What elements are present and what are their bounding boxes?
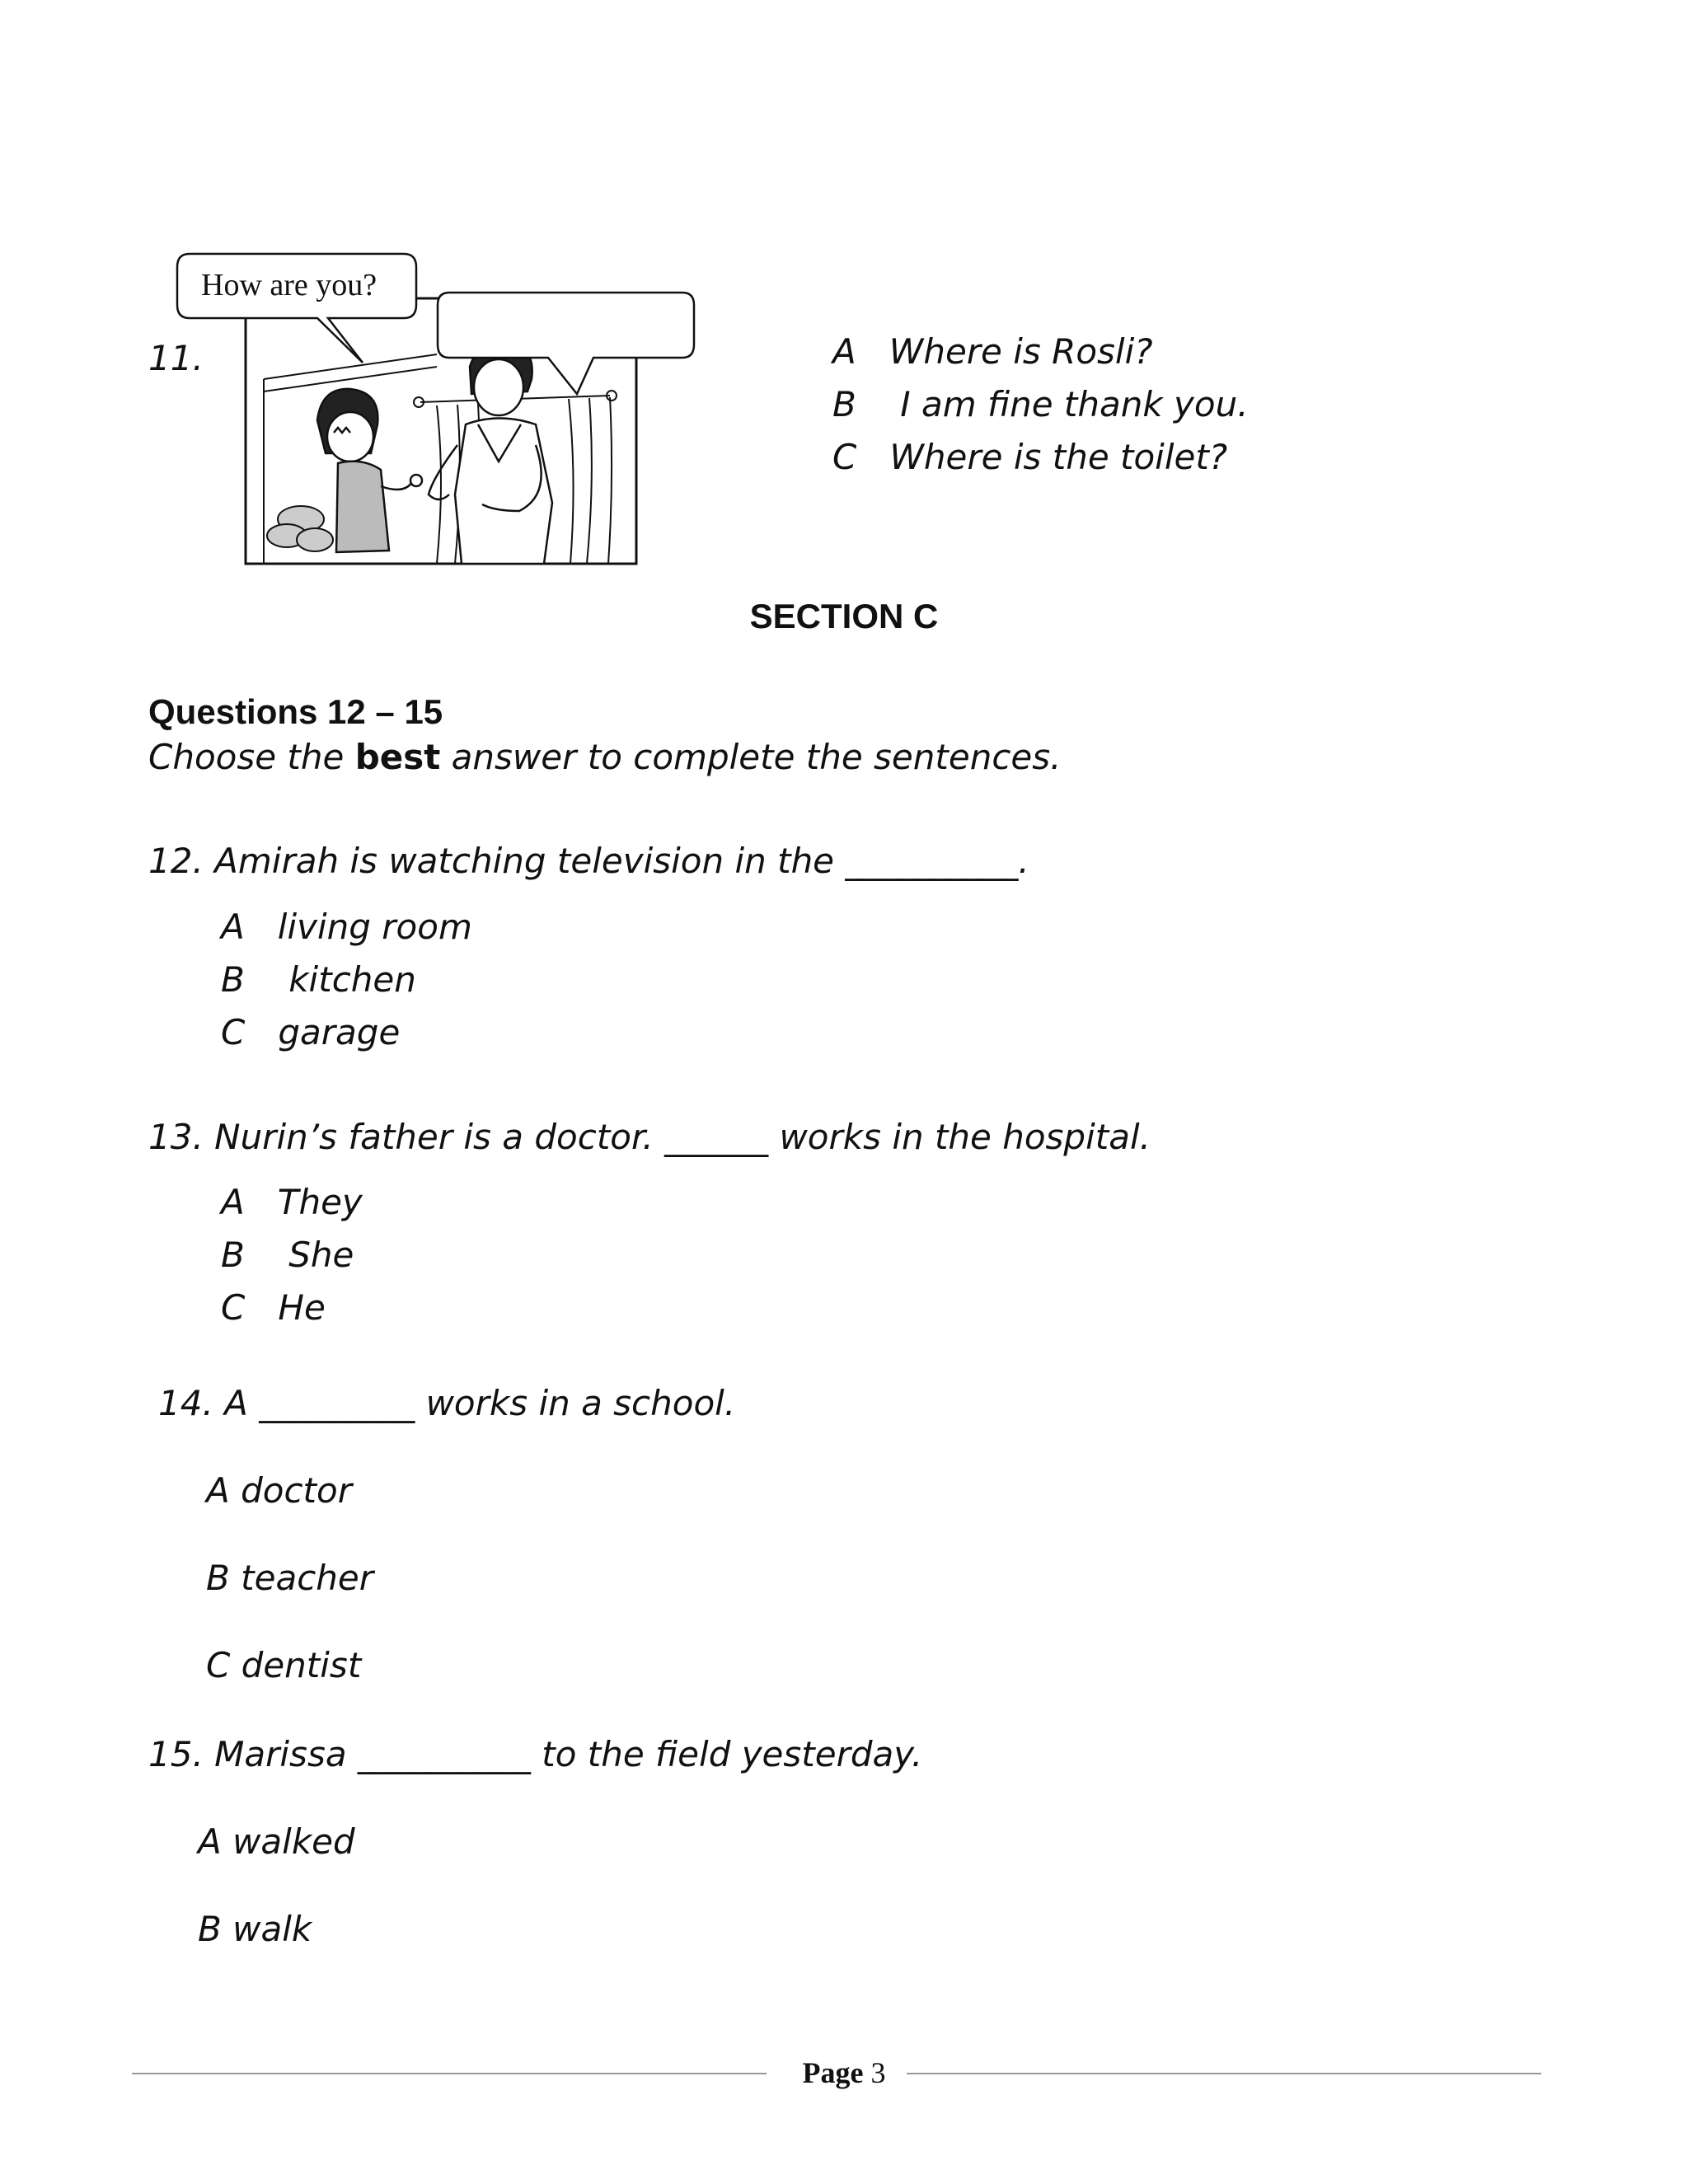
q11-option-c[interactable] <box>832 437 1227 477</box>
option-letter: A <box>832 331 856 372</box>
option-text: Where is the toilet? <box>889 437 1228 477</box>
q14-option-a[interactable]: A doctor <box>206 1470 352 1511</box>
option-letter: B <box>832 384 856 424</box>
q14-option-c[interactable]: C dentist <box>206 1645 362 1685</box>
q11-option-b[interactable] <box>832 384 1249 424</box>
q12-option-a[interactable]: A living room <box>221 907 472 947</box>
option-text: Where is Rosli? <box>889 331 1153 372</box>
q12-option-c[interactable]: C garage <box>221 1012 401 1052</box>
q13-option-a[interactable]: A They <box>221 1182 363 1222</box>
q12-text: 12. Amirah is watching television in the __________. <box>148 841 1029 881</box>
q13-option-b[interactable]: B She <box>221 1235 354 1275</box>
q14-text: 14. A _________ works in a school. <box>158 1383 736 1423</box>
q15-text: 15. Marissa __________ to the field yesterday. <box>148 1734 923 1774</box>
q11-number: 11. <box>148 338 204 378</box>
option-text: I am fine thank you. <box>900 384 1249 424</box>
q12-option-b[interactable]: B kitchen <box>221 959 416 1000</box>
section-title: SECTION C <box>749 597 939 635</box>
questions-heading: Questions 12 – 15 <box>148 692 443 731</box>
q13-text: 13. Nurin’s father is a doctor. ______ works in the hospital. <box>148 1117 1151 1157</box>
q11-option-a[interactable] <box>832 331 1153 372</box>
page-number: Page 3 <box>802 2056 886 2089</box>
q15-option-b[interactable]: B walk <box>198 1909 312 1949</box>
option-letter: C <box>832 437 857 477</box>
q13-option-c[interactable]: C He <box>221 1287 326 1328</box>
q15-option-a[interactable]: A walked <box>198 1821 355 1862</box>
q11-speech-bubble-text: How are you? <box>201 268 377 302</box>
q14-option-b[interactable]: B teacher <box>206 1558 374 1598</box>
instructions-text: Choose the best answer to complete the sentences. <box>148 737 1062 777</box>
